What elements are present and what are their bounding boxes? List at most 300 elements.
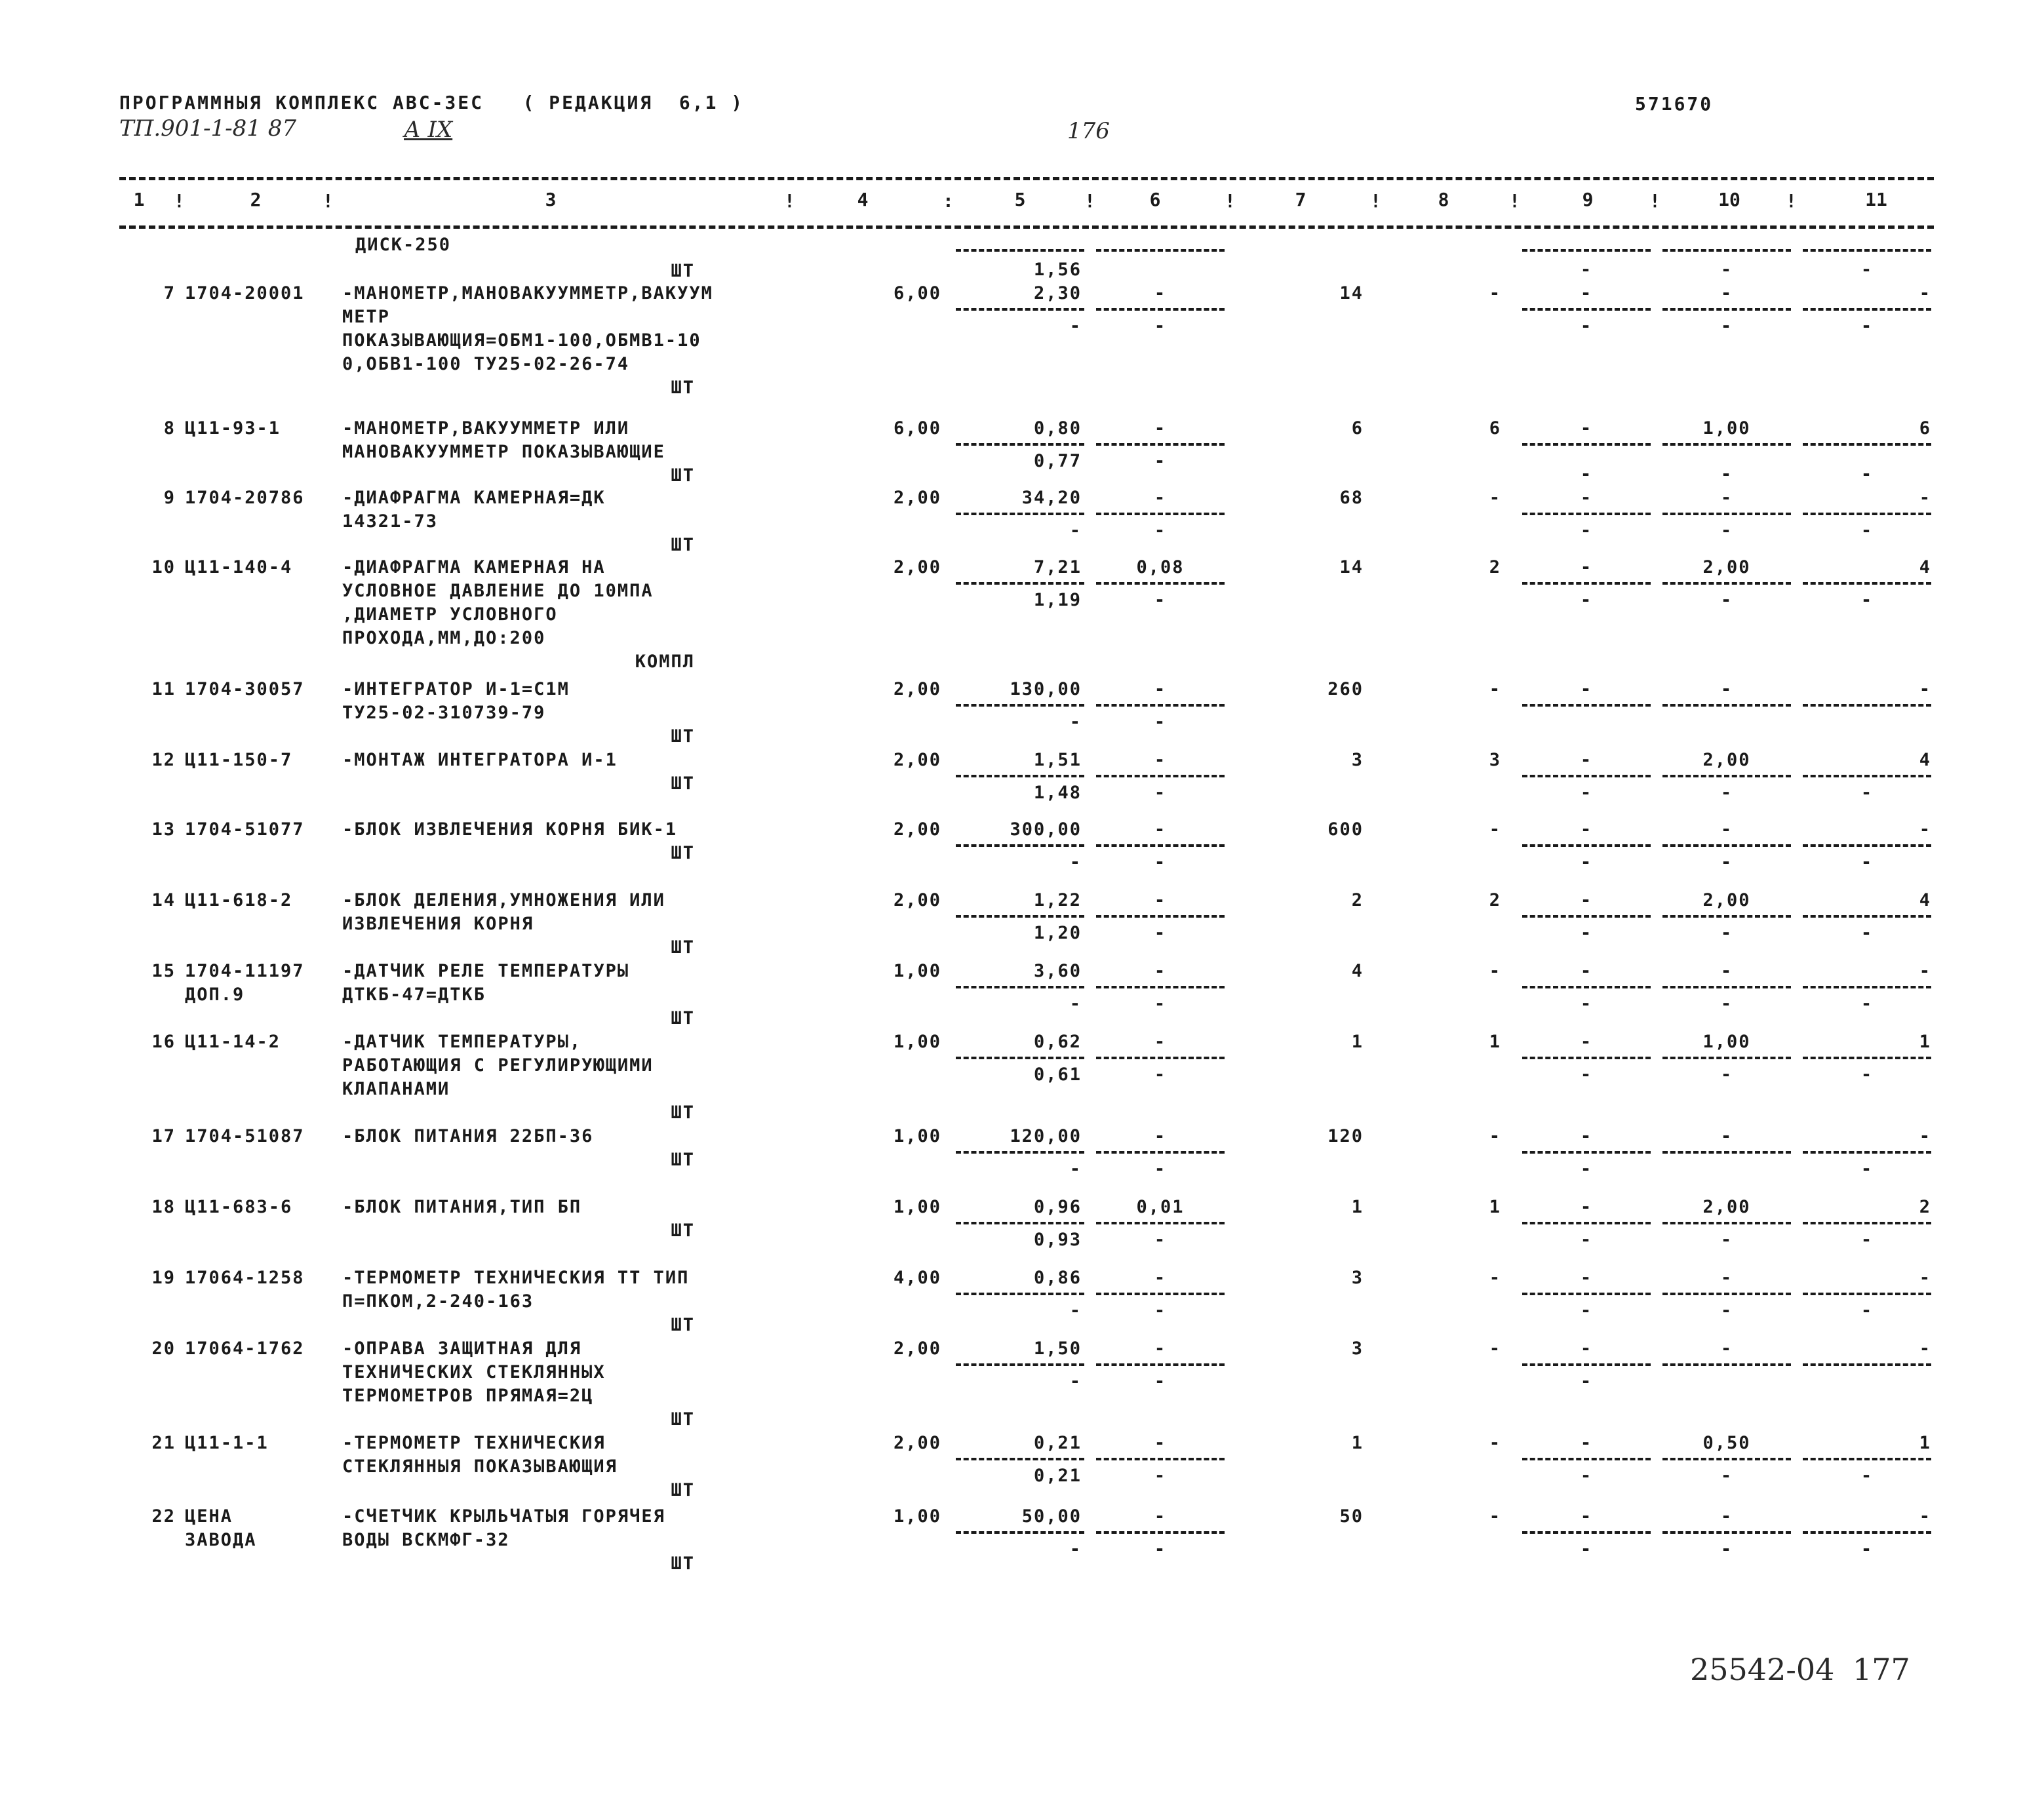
item-code-extra: ЗАВОДА [185,1530,257,1550]
item-code: 1704-20786 [185,488,305,508]
dashed-subtotal-line [1522,1293,1651,1295]
column-separator: : [943,190,954,212]
c10-value: 1,00 [1702,1032,1751,1052]
unit-price: 0,62 [1033,1032,1082,1052]
labor-cost: - [1489,679,1501,699]
weight-value: 0,08 [1136,557,1185,577]
c11-value: 1 [1919,1433,1931,1453]
item-code: ЦЕНА [185,1506,233,1527]
dashed-subtotal-line [1096,704,1225,707]
c11-value: - [1919,1506,1931,1527]
unit-price: 34,20 [1021,488,1082,508]
labor-cost: - [1489,1506,1501,1527]
column-header-8: 8 [1438,189,1449,210]
c11-value: 6 [1919,418,1931,439]
row-number: 15 [151,961,176,981]
item-name-line: -МАНОМЕТР,МАНОВАКУУММЕТР,ВАКУУМ [342,283,713,303]
c9-sub: - [1580,852,1593,872]
c9-value: - [1580,750,1593,770]
item-name-line: -БЛОК ПИТАНИЯ,ТИП БП [342,1197,582,1217]
labor-cost: - [1489,1126,1501,1146]
total-cost: 14 [1339,557,1364,577]
labor-cost: - [1489,819,1501,840]
column-separator: ! [1370,190,1381,212]
weight-subvalue: - [1154,590,1167,610]
weight-subvalue: - [1154,1466,1167,1486]
row-number: 8 [163,418,176,439]
unit-price: 1,50 [1033,1338,1082,1359]
installation-price: 0,21 [1033,1466,1082,1486]
quantity: 2,00 [893,1338,941,1359]
c10-value: - [1720,961,1733,981]
total-cost: 1 [1351,1197,1364,1217]
dashed-subtotal-line [1662,915,1791,918]
item-name-line: УСЛОВНОЕ ДАВЛЕНИЕ ДО 10МПА [342,581,654,601]
unit-price: 1,22 [1033,890,1082,910]
item-code: Ц11-1-1 [185,1433,269,1453]
column-separator: ! [1509,190,1520,212]
weight-subvalue: - [1154,923,1167,943]
c9-value: - [1580,1338,1593,1359]
c9-value: - [1580,819,1593,840]
c9-top: - [1580,464,1593,484]
installation-price: - [1069,1539,1082,1559]
document-code: 571670 [1635,93,1714,115]
c10-value: - [1720,1338,1733,1359]
unit-of-measure: ШТ [671,726,695,747]
dashed-subtotal-line [956,775,1084,777]
quantity: 1,00 [893,1506,941,1527]
labor-cost: - [1489,1338,1501,1359]
unit-of-measure: ШТ [671,1553,695,1574]
row-number: 18 [151,1197,176,1217]
unit-of-measure: ШТ [671,843,695,863]
item-code: 17064-1762 [185,1338,305,1359]
installation-price: - [1069,1371,1082,1392]
weight-value: - [1154,283,1167,303]
c9-value: - [1580,961,1593,981]
unit-of-measure: ШТ [671,1220,695,1241]
total-cost: 50 [1339,1506,1364,1527]
dashed-subtotal-line [1522,308,1651,311]
column-header-5: 5 [1014,189,1026,210]
labor-cost: - [1489,961,1501,981]
c11-sub: - [1860,994,1874,1014]
installation-price: 1,20 [1033,923,1082,943]
labor-cost: - [1489,283,1501,303]
c10-value: 2,00 [1702,890,1751,910]
item-name-line: ИЗВЛЕЧЕНИЯ КОРНЯ [342,914,534,934]
item-name-line: -МОНТАЖ ИНТЕГРАТОРА И-1 [342,750,618,770]
c10-value: - [1720,488,1733,508]
c10-sub: - [1720,852,1733,872]
dashed-subtotal-line [1096,1363,1225,1366]
c11-value: 2 [1919,1197,1931,1217]
item-name-line: -БЛОК ИЗВЛЕЧЕНИЯ КОРНЯ БИК-1 [342,819,678,840]
labor-cost: 3 [1489,750,1501,770]
weight-value: - [1154,1032,1167,1052]
dashed-subtotal-line [1662,1363,1791,1366]
c9-sub: - [1580,1371,1593,1392]
c11-sub: - [1860,1466,1874,1486]
item-name-line: -ДИАФРАГМА КАМЕРНАЯ НА [342,557,606,577]
unit-of-measure: ШТ [671,1480,695,1500]
dashed-subtotal-line [956,443,1084,446]
dashed-subtotal-line [1803,1363,1931,1366]
weight-value: 0,01 [1136,1197,1185,1217]
c10-sub: - [1720,923,1733,943]
c10-value: - [1720,1126,1733,1146]
c11-sub: - [1860,316,1874,336]
unit-price: 300,00 [1010,819,1082,840]
dashed-subtotal-line [956,844,1084,847]
c10-value: - [1720,1506,1733,1527]
quantity: 6,00 [893,418,941,439]
item-name-line: СТЕКЛЯННЫЯ ПОКАЗЫВАЮЩИЯ [342,1456,618,1477]
dashed-subtotal-line [1803,513,1931,515]
dashed-subtotal-line [1803,582,1931,585]
c10-value: - [1720,1268,1733,1288]
weight-subvalue: - [1154,994,1167,1014]
c10-top: - [1720,464,1733,484]
dashed-subtotal-line [1662,1293,1791,1295]
item-name-line: МЕТР [342,307,391,327]
c10-value: 0,50 [1702,1433,1751,1453]
item-code: Ц11-93-1 [185,418,281,439]
dashed-subtotal-line [1662,513,1791,515]
c11-sub: - [1860,1159,1874,1179]
intro-unit: ШТ [671,261,695,281]
c9-sub: - [1580,590,1593,610]
dashed-subtotal-line [1522,986,1651,988]
c11-sub: - [1860,1230,1874,1250]
dashed-subtotal-line [956,1057,1084,1059]
installation-price: 0,93 [1033,1230,1082,1250]
row-number: 17 [151,1126,176,1146]
dashed-subtotal-line [956,704,1084,707]
row-number: 7 [163,283,176,303]
item-code: 1704-20001 [185,283,305,303]
unit-price: 3,60 [1033,961,1082,981]
c9-top: - [1580,260,1593,280]
table-top-rule [119,177,1934,180]
dashed-subtotal-line [956,1293,1084,1295]
weight-subvalue: - [1154,451,1167,471]
row-number: 11 [151,679,176,699]
installation-price: 1,48 [1033,783,1082,803]
dashed-subtotal-line [1522,513,1651,515]
quantity: 2,00 [893,1433,941,1453]
column-header-10: 10 [1718,189,1740,210]
c10-sub: - [1720,316,1733,336]
dashed-subtotal-line [956,308,1084,311]
dashed-subtotal-line [1803,443,1931,446]
dashed-subtotal-line [1662,443,1791,446]
dashed-subtotal-line [1096,1057,1225,1059]
dashed-subtotal-line [1803,1222,1931,1224]
dashed-subtotal-line [1803,1293,1931,1295]
dashed-subtotal-line [1522,1151,1651,1154]
dashed-subtotal-line [1522,1222,1651,1224]
c10-sub: - [1720,1230,1733,1250]
unit-price: 0,96 [1033,1197,1082,1217]
item-code: 17064-1258 [185,1268,305,1288]
quantity: 2,00 [893,890,941,910]
dashed-subtotal-line [1522,443,1651,446]
unit-of-measure: ШТ [671,1008,695,1028]
c11-sub: - [1860,1539,1874,1559]
handwritten-sheet-number: 177 [1853,1652,1910,1687]
total-cost: 4 [1351,961,1364,981]
installation-price: - [1069,852,1082,872]
c10-sub: - [1720,1064,1733,1085]
dashed-subtotal-line [1662,986,1791,988]
dashed-subtotal-line [1662,1222,1791,1224]
album-number: А IX [404,117,453,143]
item-name-line: -МАНОМЕТР,ВАКУУММЕТР ИЛИ [342,418,630,439]
dashed-subtotal-line [1803,1057,1931,1059]
dashed-subtotal-line [1522,915,1651,918]
dashed-subtotal-line [1522,704,1651,707]
dashed-subtotal-line [956,986,1084,988]
c11-value: 4 [1919,890,1931,910]
dashed-subtotal-line [1096,1151,1225,1154]
labor-cost: 2 [1489,890,1501,910]
dashed-subtotal-line [1096,1458,1225,1460]
dashed-subtotal-line [1096,1293,1225,1295]
item-code: Ц11-150-7 [185,750,293,770]
c11-sub: - [1860,1300,1874,1321]
page-number: 176 [1067,118,1110,144]
row-number: 14 [151,890,176,910]
weight-subvalue: - [1154,520,1167,541]
program-header: ПРОГРАММНЫЯ КОМПЛЕКС АВС-ЗЕС ( РЕДАКЦИЯ 6,1 ) [119,92,745,113]
c9-sub: - [1580,1230,1593,1250]
dashed-subtotal-line [956,513,1084,515]
dashed-subtotal-line [1096,915,1225,918]
column-separator: ! [1084,190,1095,212]
dashed-subtotal-line [1803,704,1931,707]
c9-sub: - [1580,783,1593,803]
intro-item-name: ДИСК-250 [355,235,452,255]
dashed-subtotal-line [1096,775,1225,777]
item-name-line: ВОДЫ ВСКМФГ-32 [342,1530,510,1550]
weight-value: - [1154,750,1167,770]
c10-sub: - [1720,1466,1733,1486]
column-header-6: 6 [1149,189,1161,210]
installation-price: 1,19 [1033,590,1082,610]
table-header-rule [119,225,1934,229]
c10-sub: - [1720,994,1733,1014]
unit-price: 50,00 [1021,1506,1082,1527]
unit-of-measure: ШТ [671,1315,695,1335]
c9-sub: - [1580,1466,1593,1486]
dashed-subtotal-line [956,249,1084,252]
c9-value: - [1580,418,1593,439]
labor-cost: - [1489,488,1501,508]
c9-value: - [1580,557,1593,577]
column-header-11: 11 [1865,189,1887,210]
item-name-line: ,ДИАМЕТР УСЛОВНОГО [342,604,558,625]
c11-sub: - [1860,520,1874,541]
column-separator: ! [174,190,185,212]
c9-value: - [1580,283,1593,303]
item-name-line: -СЧЕТЧИК КРЫЛЬЧАТЫЯ ГОРЯЧЕЯ [342,1506,665,1527]
c9-value: - [1580,1268,1593,1288]
column-separator: ! [1649,190,1661,212]
dashed-subtotal-line [956,1363,1084,1366]
unit-of-measure: ШТ [671,773,695,794]
handwritten-archive-number: 25542-04 [1690,1652,1835,1687]
column-header-4: 4 [857,189,869,210]
dashed-subtotal-line [1096,513,1225,515]
unit-price: 120,00 [1010,1126,1082,1146]
labor-cost: 1 [1489,1032,1501,1052]
item-code: Ц11-140-4 [185,557,293,577]
row-number: 13 [151,819,176,840]
labor-cost: - [1489,1433,1501,1453]
c11-value: - [1919,961,1931,981]
item-name-line: 0,ОБВ1-100 ТУ25-02-26-74 [342,354,630,374]
c10-value: 1,00 [1702,418,1751,439]
dashed-subtotal-line [1522,1057,1651,1059]
dashed-subtotal-line [1522,1531,1651,1534]
column-separator: ! [323,190,334,212]
dashed-subtotal-line [1522,844,1651,847]
dashed-subtotal-line [956,1222,1084,1224]
dashed-subtotal-line [1803,775,1931,777]
c9-value: - [1580,1126,1593,1146]
c11-value: - [1919,488,1931,508]
c9-sub: - [1580,1064,1593,1085]
column-separator: ! [1786,190,1797,212]
column-header-9: 9 [1582,189,1594,210]
unit-of-measure: КОМПЛ [635,652,695,672]
item-code: 1704-51077 [185,819,305,840]
total-cost: 1 [1351,1433,1364,1453]
installation-price: - [1069,1300,1082,1321]
installation-price: - [1069,316,1082,336]
labor-cost: 2 [1489,557,1501,577]
dashed-subtotal-line [1662,1458,1791,1460]
item-name-line: ПОКАЗЫВАЮЩИЯ=ОБМ1-100,ОБМВ1-10 [342,330,701,351]
dashed-subtotal-line [1803,986,1931,988]
dashed-subtotal-line [1662,582,1791,585]
weight-subvalue: - [1154,1539,1167,1559]
total-cost: 120 [1327,1126,1364,1146]
quantity: 4,00 [893,1268,941,1288]
unit-price: 7,21 [1033,557,1082,577]
c9-value: - [1580,488,1593,508]
installation-price: - [1069,712,1082,732]
labor-cost: 6 [1489,418,1501,439]
c10-value: 2,00 [1702,750,1751,770]
c10-sub: - [1720,783,1733,803]
unit-of-measure: ШТ [671,1103,695,1123]
total-cost: 260 [1327,679,1364,699]
dashed-subtotal-line [1662,249,1791,252]
dashed-subtotal-line [1803,1151,1931,1154]
item-name-line: ТУ25-02-310739-79 [342,703,546,723]
item-name-line: ДТКБ-47=ДТКБ [342,985,486,1005]
weight-value: - [1154,819,1167,840]
unit-of-measure: ШТ [671,1409,695,1430]
project-code: ТП.901-1-81 87 [119,115,296,142]
unit-price: 2,30 [1033,283,1082,303]
item-name-line: -ИНТЕГРАТОР И-1=С1М [342,679,570,699]
unit-of-measure: ШТ [671,937,695,958]
item-name-line: ТЕРМОМЕТРОВ ПРЯМАЯ=2Ц [342,1386,594,1406]
weight-value: - [1154,1433,1167,1453]
unit-price: 0,86 [1033,1268,1082,1288]
c11-top: - [1860,464,1874,484]
weight-subvalue: - [1154,1064,1167,1085]
item-code: 1704-11197 [185,961,305,981]
item-name-line: КЛАПАНАМИ [342,1079,450,1099]
item-name-line: МАНОВАКУУММЕТР ПОКАЗЫВАЮЩИЕ [342,442,665,462]
c9-sub: - [1580,1539,1593,1559]
installation-price: 0,77 [1033,451,1082,471]
labor-cost: 1 [1489,1197,1501,1217]
c11-top: - [1860,260,1874,280]
c10-sub: - [1720,520,1733,541]
dashed-subtotal-line [956,1151,1084,1154]
quantity: 6,00 [893,283,941,303]
item-code: Ц11-683-6 [185,1197,293,1217]
unit-price: 1,51 [1033,750,1082,770]
dashed-subtotal-line [1662,1151,1791,1154]
c11-value: - [1919,819,1931,840]
dashed-subtotal-line [1662,844,1791,847]
dashed-subtotal-line [956,582,1084,585]
c10-sub: - [1720,1300,1733,1321]
dashed-subtotal-line [1096,249,1225,252]
item-name-line: ТЕХНИЧЕСКИХ СТЕКЛЯННЫХ [342,1362,606,1382]
item-name-line: РАБОТАЮЩИЯ С РЕГУЛИРУЮЩИМИ [342,1055,654,1076]
dashed-subtotal-line [1096,582,1225,585]
c11-value: 4 [1919,750,1931,770]
installation-price: - [1069,994,1082,1014]
c11-value: - [1919,1268,1931,1288]
c9-sub: - [1580,1300,1593,1321]
quantity: 2,00 [893,750,941,770]
unit-of-measure: ШТ [671,535,695,555]
weight-subvalue: - [1154,316,1167,336]
quantity: 1,00 [893,1032,941,1052]
c9-sub: - [1580,923,1593,943]
item-name-line: -БЛОК ПИТАНИЯ 22БП-36 [342,1126,594,1146]
unit-of-measure: ШТ [671,465,695,486]
item-name-line: -ДАТЧИК ТЕМПЕРАТУРЫ, [342,1032,582,1052]
unit-price-top: 1,56 [1033,260,1082,280]
dashed-subtotal-line [1096,1222,1225,1224]
item-name-line: -ДИАФРАГМА КАМЕРНАЯ=ДК [342,488,606,508]
dashed-subtotal-line [1096,986,1225,988]
column-header-2: 2 [250,189,262,210]
weight-value: - [1154,1268,1167,1288]
dashed-subtotal-line [1803,1531,1931,1534]
total-cost: 3 [1351,1268,1364,1288]
c10-value: 2,00 [1702,557,1751,577]
c11-sub: - [1860,1064,1874,1085]
total-cost: 1 [1351,1032,1364,1052]
dashed-subtotal-line [1096,308,1225,311]
c11-sub: - [1860,852,1874,872]
dashed-subtotal-line [1522,1458,1651,1460]
dashed-subtotal-line [1662,704,1791,707]
dashed-subtotal-line [1522,249,1651,252]
c10-value: - [1720,679,1733,699]
